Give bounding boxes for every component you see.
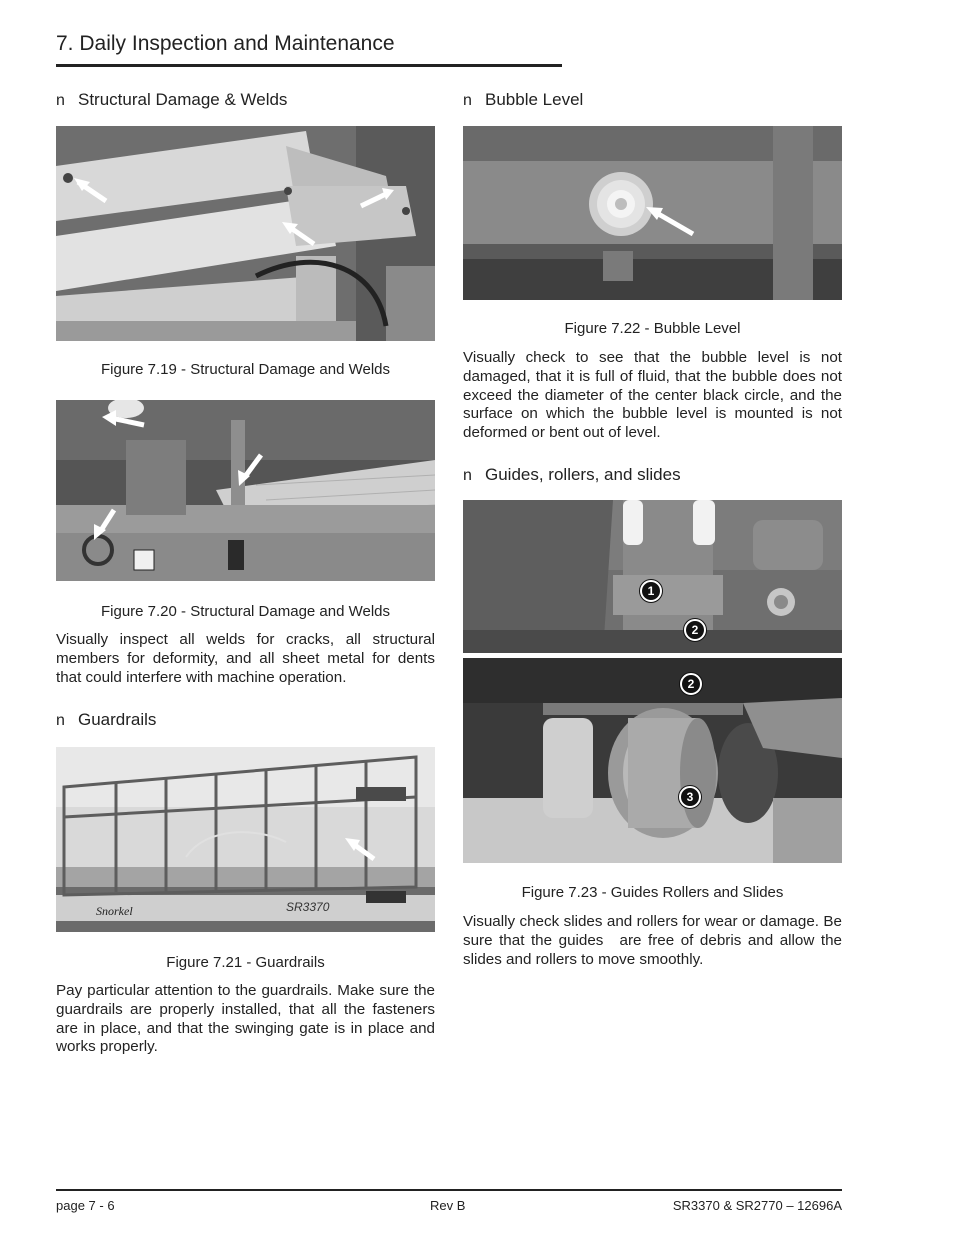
- guides-paragraph: Visually check slides and rollers for wear or damage. Be sure that the guides are free of debris and allow the slides and rollers to move smoothly.: [463, 913, 842, 968]
- section-heading-guardrails: [56, 710, 156, 730]
- section-title: Bubble Level: [485, 90, 584, 109]
- figure-7-22-caption: Figure 7.22 - Bubble Level: [564, 320, 741, 337]
- figure-7-21-photo: [56, 747, 435, 932]
- figure-7-19-caption: Figure 7.19 - Structural Damage and Welds: [100, 361, 391, 378]
- figure-7-21-caption: Figure 7.21 - Guardrails: [166, 954, 325, 971]
- figure-7-19-photo: [56, 126, 435, 341]
- figure-7-20-caption: Figure 7.20 - Structural Damage and Welds: [100, 603, 391, 620]
- section-title: Guardrails: [78, 710, 157, 729]
- snorkel-logo: Snorkel: [96, 904, 133, 918]
- section-heading-bubble-level: [463, 90, 583, 110]
- figure-7-23-photo-top: [463, 500, 842, 653]
- model-decal: SR3370: [286, 900, 330, 914]
- bullet-marker: n: [56, 92, 65, 109]
- section-heading-guides: [463, 465, 681, 485]
- callout-1: 1: [640, 580, 662, 602]
- footer-rule: [56, 1189, 842, 1191]
- bubble-level-paragraph: Visually check to see that the bubble level is not damaged, that it is full of fluid, that the bubble does not exceed the diameter of the center black circle, and the surface on which the bubble level is mounted is not deformed or bent out of level.: [463, 349, 842, 442]
- chapter-rule: [56, 64, 562, 67]
- figure-7-20-photo: [56, 400, 435, 581]
- footer-revision: Rev B: [430, 1198, 466, 1213]
- callout-2: 2: [684, 619, 706, 641]
- section-heading-structural: [56, 90, 287, 110]
- figure-7-23-caption: Figure 7.23 - Guides Rollers and Slides: [521, 884, 784, 901]
- bullet-marker: n: [56, 712, 65, 729]
- welds-paragraph: Visually inspect all welds for cracks, all structural members for deformity, and all sheet metal for dents that could interfere with machine operation.: [56, 631, 435, 686]
- chapter-title: 7. Daily Inspection and Maintenance: [56, 32, 395, 55]
- section-title: Guides, rollers, and slides: [485, 465, 681, 484]
- footer-page-number: page 7 - 6: [56, 1198, 115, 1213]
- figure-7-23-photo-bottom: [463, 658, 842, 863]
- guardrails-paragraph: Pay particular attention to the guardrails. Make sure the guardrails are properly installed, that all the fasteners are in place, and that the swinging gate is in place and works properly.: [56, 982, 435, 1056]
- figure-7-22-photo: [463, 126, 842, 300]
- footer-document-id: SR3370 & SR2770 – 12696A: [672, 1198, 842, 1213]
- bullet-marker: n: [463, 92, 472, 109]
- bullet-marker: n: [463, 467, 472, 484]
- section-title: Structural Damage & Welds: [78, 90, 288, 109]
- callout-3: 3: [679, 786, 701, 808]
- callout-2-lower: 2: [680, 673, 702, 695]
